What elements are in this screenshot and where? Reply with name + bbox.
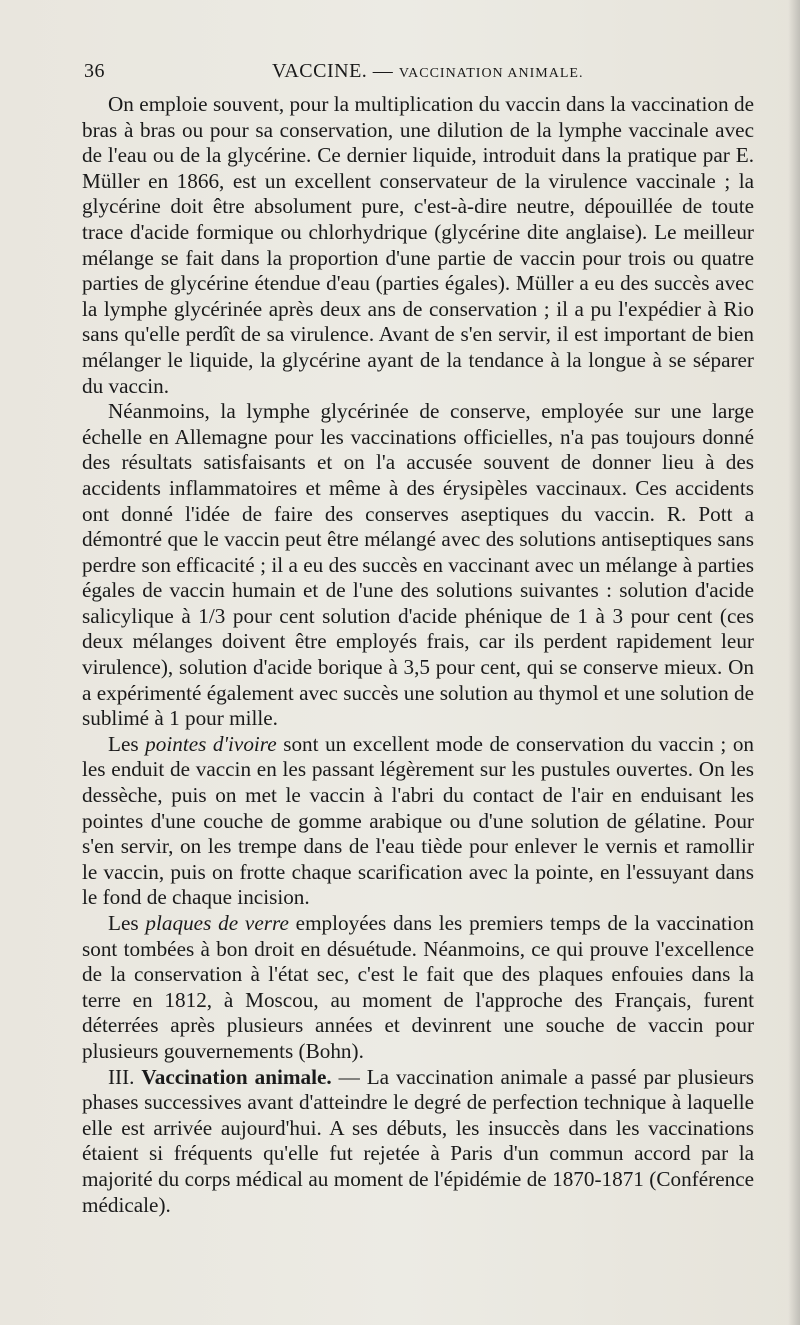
paragraph-animal-vaccination-body: — La vaccination animale a passé par plusieurs phases successives avant d'atteindre le degré de perfection technique à laquelle elle est arrivée aujourd'hui. A ses débuts, les insuccès dans les vaccinations étaient si fréquents qu'elle fut rejetée à Paris d'un commun accord par la majorité du corps médical au moment de l'épidémie de 1870-1871 (Conférence médicale). xyxy=(82,1064,755,1217)
paragraph-animal-vaccination xyxy=(82,1065,754,1219)
ivory-points-term: pointes d'ivoire xyxy=(145,731,277,756)
paragraph-ivory-points xyxy=(82,732,754,911)
paragraph-ivory-points-prefix: Les xyxy=(108,731,146,756)
glass-plates-term: plaques de verre xyxy=(145,911,289,935)
paragraph-ivory-points-body: sont un excellent mode de conservation du vaccin ; on les enduit de vaccin en les passant légèrement sur les pustules ouvertes. On les dessèche, puis on met le vaccin à l'abri du contact de l'air en enduisant les pointes d'une couche de gomme arabique ou d'une solution de gélatine. Pour s'en servir, on les trempe dans de l'eau tiède pour enlever le vernis et ramollir le vaccin, puis on frotte chaque scarification avec la pointe, en l'essuyant dans le fond de chaque incision. xyxy=(82,731,755,910)
running-title-main: VACCINE. — xyxy=(272,60,394,82)
page-edge-shadow xyxy=(788,0,800,1325)
paragraph-glass-plates-body: employées dans les premiers temps de la vaccination sont tombées à bon droit en désuétude. Néanmoins, ce qui prouve l'excellence de la conservation à l'état sec, c'est le fait que des plaques enfouies dans la terre en 1812, à Moscou, au moment de l'approche des Français, furent déterrées après plusieurs années et devinrent une souche de vaccin pour plusieurs gouvernements (Bohn). xyxy=(82,911,755,1063)
paragraph-glycerine-dilution: On emploie souvent, pour la multiplication du vaccin dans la vaccination de bras à bras ou pour sa conservation, une dilution de la lymphe vaccinale avec de l'eau ou de la glycérine. Ce dernier liquide, introduit dans la pratique par E. Müller en 1866, est un excellent conservateur de la virulence vaccinale ; la glycérine doit être absolument pure, c'est-à-dire neutre, dépouillée de toute trace d'acide formique ou chlorhydrique (glycérine dite anglaise). Le meilleur mélange se fait dans la proportion d'une partie de vaccin pour trois ou quatre parties de glycérine étendue d'eau (parties égales). Müller a eu des succès avec la lymphe glycérinée après deux ans de conservation ; il a pu l'expédier à Rio sans qu'elle perdît de sa virulence. Avant de s'en servir, il est important de bien mélanger le liquide, la glycérine ayant de la tendance à la longue à se séparer du vaccin. xyxy=(82,92,754,398)
running-header xyxy=(84,58,764,88)
paragraph-antiseptic-conserves: Néanmoins, la lymphe glycérinée de conserve, employée sur une large échelle en Allemagne pour les vaccinations officielles, n'a pas toujours donné des résultats satisfaisants et on l'a accusée souvent de donner lieu à des accidents inflammatoires et même à des érysipèles vaccinaux. Ces accidents ont donné l'idée de faire des conserves aseptiques du vaccin. R. Pott a démontré que le vaccin peut être mélangé avec des solutions antiseptiques sans perdre son efficacité ; il a eu des succès en vaccinant avec un mélange à parties égales de vaccin humain et de l'une des solutions suivantes : solution d'acide salicylique à 1/3 pour cent solution d'acide phénique de 1 à 3 pour cent (ces deux mélanges doivent être employés frais, car ils perdent rapidement leur virulence), solution d'acide borique à 3,5 pour cent, qui se conserve mieux. On a expérimenté également avec succès une solution au thymol et une solution de sublimé à 1 pour mille. xyxy=(82,399,754,731)
section-numeral: III. xyxy=(108,1064,142,1089)
running-title-sub: VACCINATION ANIMALE. xyxy=(398,66,584,81)
page-number: 36 xyxy=(84,60,105,82)
paragraph-glass-plates xyxy=(82,911,754,1065)
body-text xyxy=(82,92,754,1218)
running-title xyxy=(272,60,583,83)
section-heading: Vaccination animale. xyxy=(141,1064,332,1089)
paragraph-glass-plates-prefix: Les xyxy=(108,911,146,935)
